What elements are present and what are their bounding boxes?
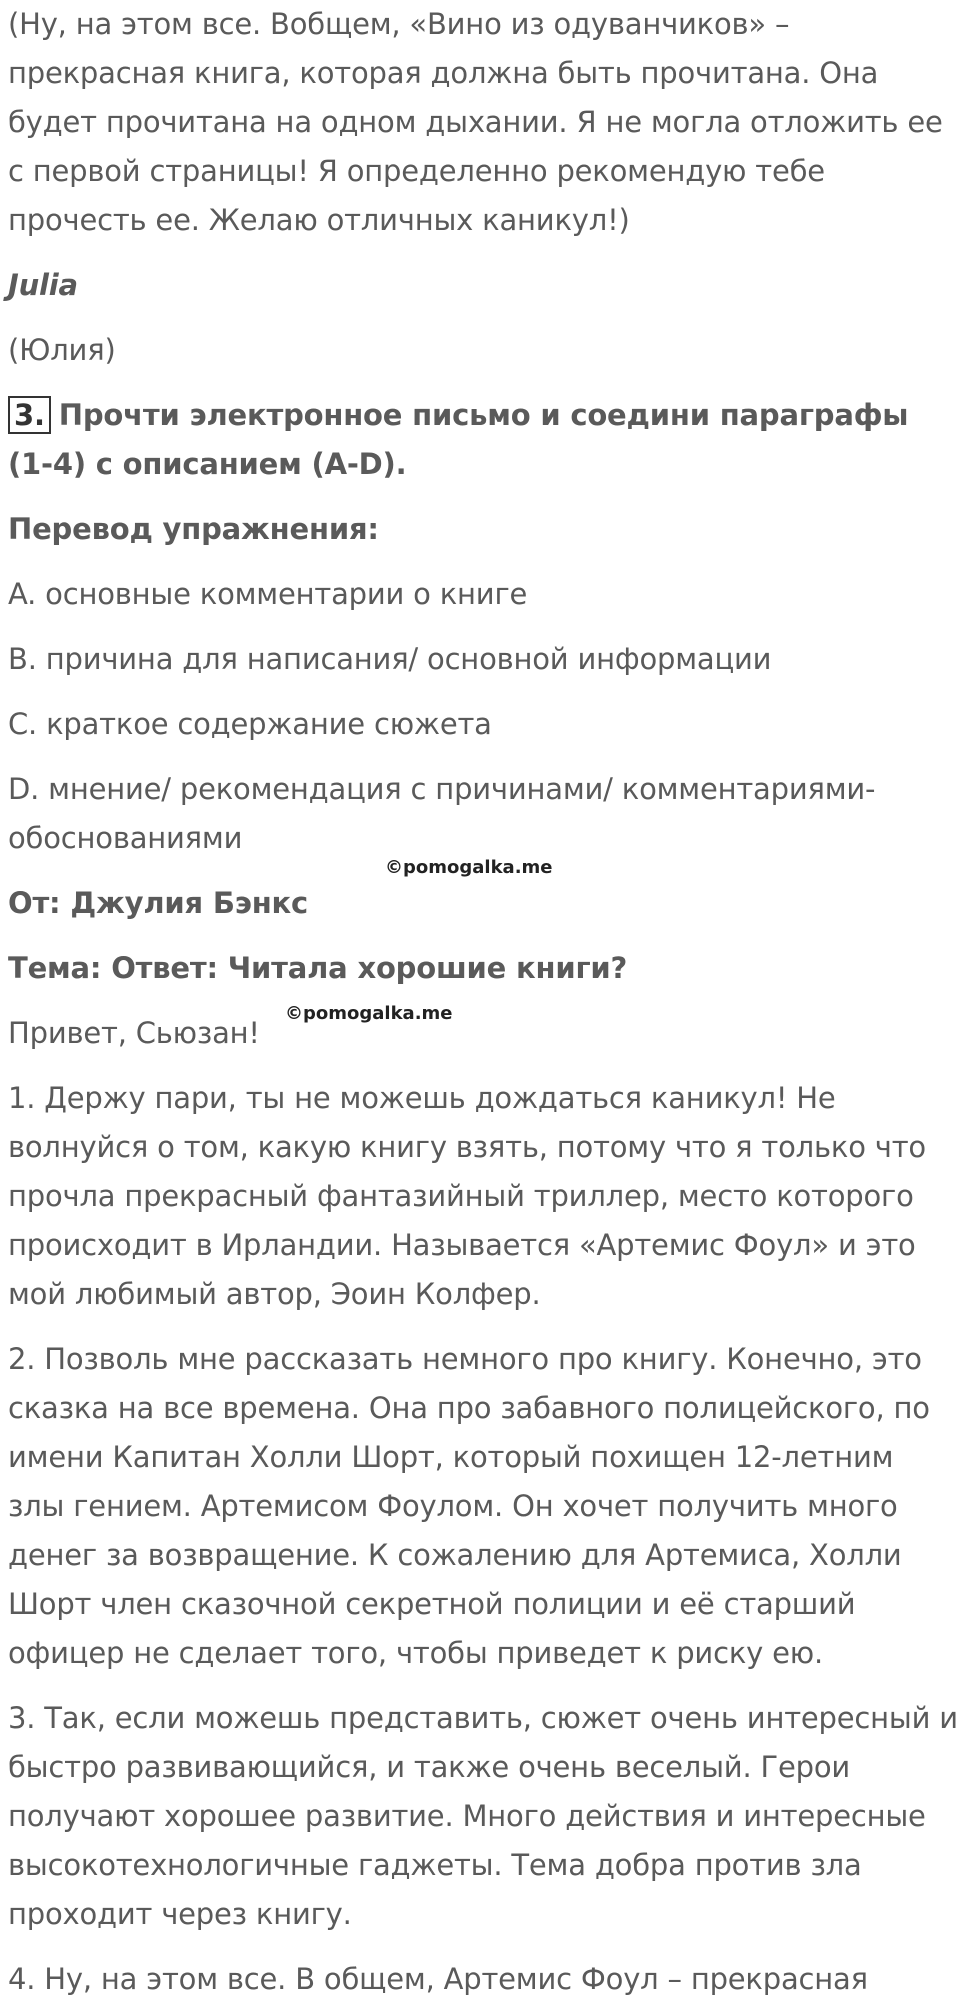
watermark: ©pomogalka.me xyxy=(385,857,553,878)
task-number-box: 3. xyxy=(8,396,51,434)
option-d: D. мнение/ рекомендация с причинами/ комментариями-обоснованиями xyxy=(8,772,876,855)
option-c: C. краткое содержание сюжета xyxy=(8,707,492,741)
paragraph-2: 2. Позволь мне рассказать немного про книгу. Конечно, это сказка на все времена. Она про забавного полицейского, по имени Капитан Холли Шорт, который похищен 12-летним злы гением. Артемисом Фоулом. Он хочет получить много денег за возвращение. К сожалению для Артемиса, Холли Шорт член сказочной секретной полиции и её старший офицер не сделает того, чтобы приведет к риску ею. xyxy=(8,1342,930,1670)
paragraph-1: 1. Держу пари, ты не можешь дождаться каникул! Не волнуйся о том, какую книгу взять, потому что я только что прочла прекрасный фантазийный триллер, место которого происходит в Ирландии. Называется «Артемис Фоул» и это мой любимый автор, Эоин Колфер. xyxy=(8,1081,926,1311)
signature-translation: (Юлия) xyxy=(8,333,116,367)
email-from: От: Джулия Бэнкс xyxy=(8,886,309,920)
intro-closing-text: (Ну, на этом все. Вобщем, «Вино из одуванчиков» – прекрасная книга, которая должна быть прочитана. Она будет прочитана на одном дыхании. Я не могла отложить ее с первой страницы! Я определенно рекомендую тебе прочесть ее. Желаю отличных каникул!) xyxy=(8,7,943,237)
signature: Julia xyxy=(8,268,78,302)
task-text: Прочти электронное письмо и соедини параграфы (1-4) с описанием (A-D). xyxy=(8,398,909,481)
email-greeting: Привет, Сьюзан! xyxy=(8,1016,260,1050)
task-heading xyxy=(8,391,958,489)
paragraph-3: 3. Так, если можешь представить, сюжет очень интересный и быстро развивающийся, и также очень веселый. Герои получают хорошее развитие. Много действия и интересные высокотехнологичные гаджеты. Тема добра против зла проходит через книгу. xyxy=(8,1701,958,1931)
watermark: ©pomogalka.me xyxy=(285,1003,453,1024)
translation-heading: Перевод упражнения: xyxy=(8,512,379,546)
document-page xyxy=(8,0,958,2004)
paragraph-4: 4. Ну, на этом все. В общем, Артемис Фоул – прекрасная xyxy=(8,1962,868,1996)
option-a: A. основные комментарии о книге xyxy=(8,577,528,611)
email-subject: Тема: Ответ: Читала хорошие книги? xyxy=(8,951,628,985)
option-b: B. причина для написания/ основной информации xyxy=(8,642,772,676)
